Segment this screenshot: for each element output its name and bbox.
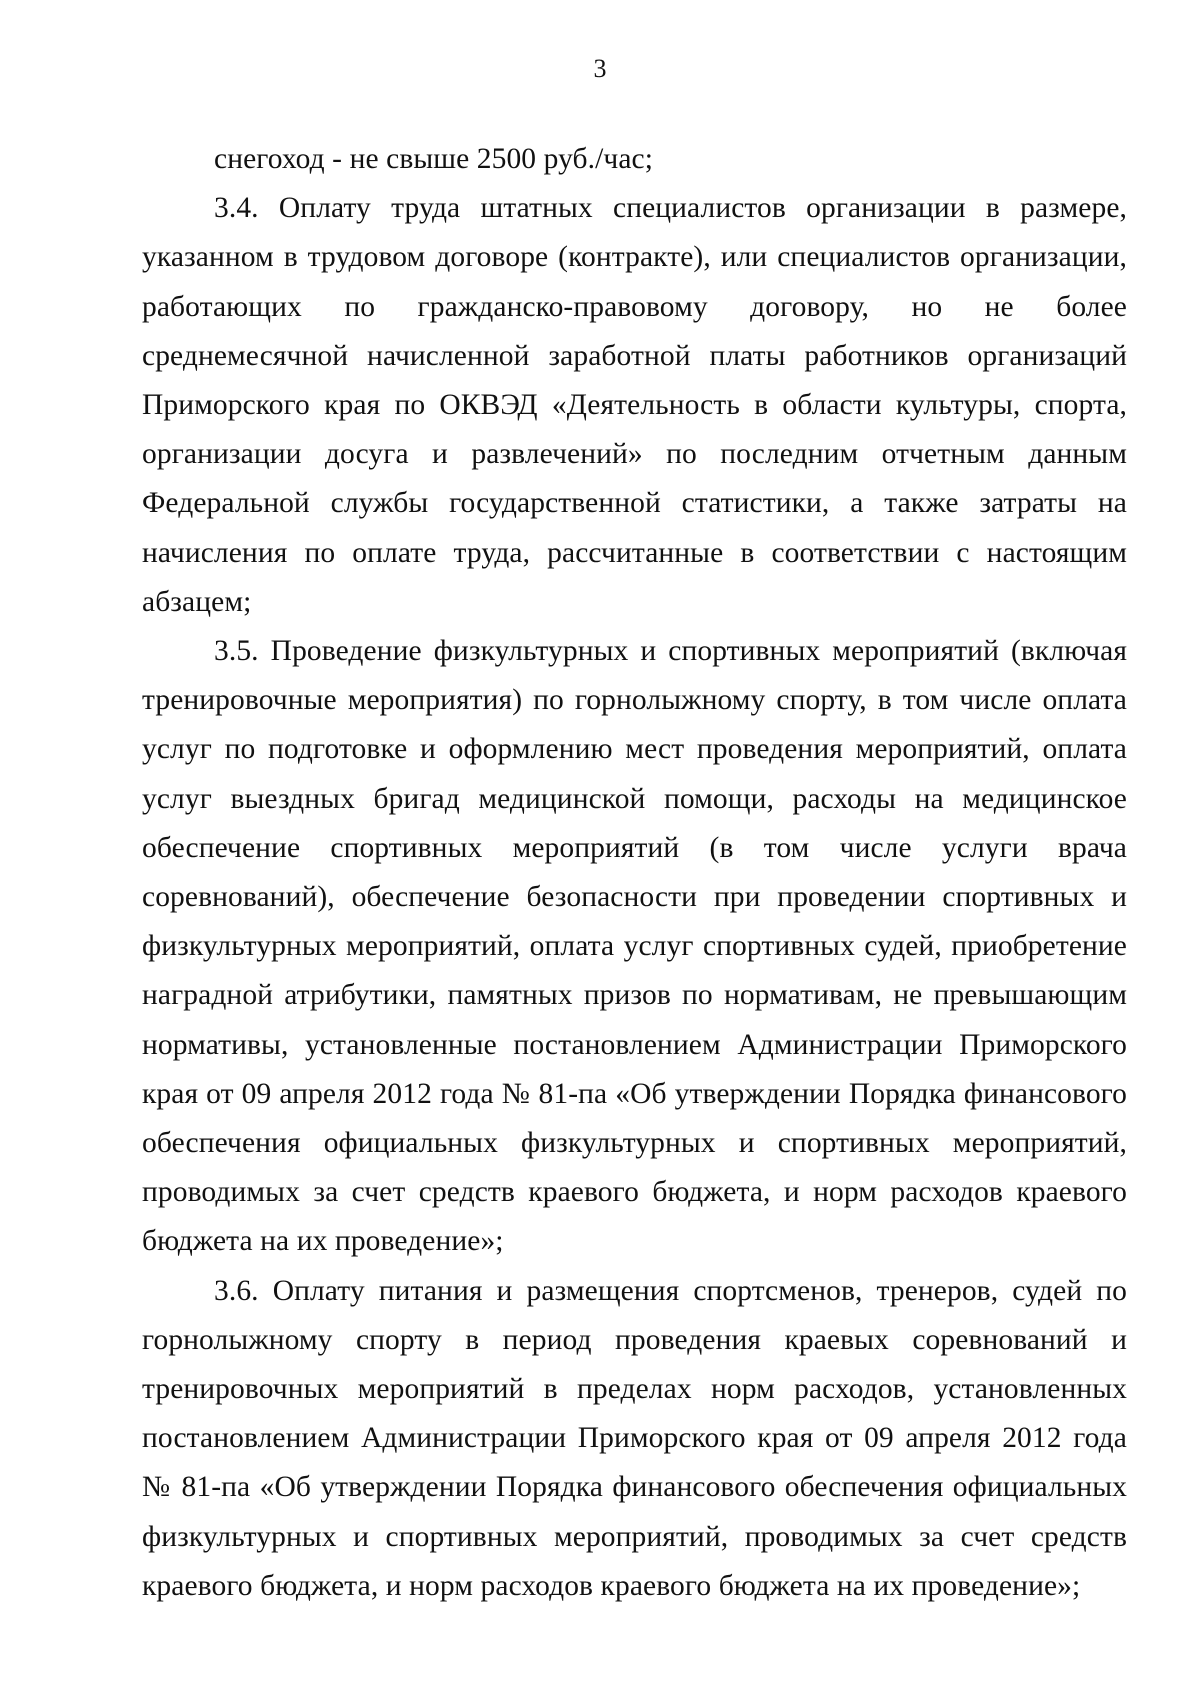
paragraph-snowmobile-rate: снегоход - не свыше 2500 руб./час; [214, 143, 654, 175]
page-number: 3 [593, 54, 607, 83]
paragraph-3-5: 3.5. Проведение физкультурных и спортивных мероприятий (включая тренировочные мероприятия) по горнолыжному спорту, в том числе оплата услуг по подготовке и оформлению мест проведения мероприятий, оплата услуг выездных бригад медицинской помощи, расходы на медицинское обеспечение спортивных мероприятий (в том числе услуги врача соревнований), обеспечение безопасности при проведении спортивных и физкультурных мероприятий, оплата услуг спортивных судей, приобретение наградной атрибутики, памятных призов по нормативам, не превышающим нормативы, установленные постановлением Администрации Приморского края от 09 апреля 2012 года № 81-па «Об утверждении Порядка финансового обеспечения официальных физкультурных и спортивных мероприятий, проводимых за счет средств краевого бюджета, и норм расходов краевого бюджета на их проведение»; [142, 635, 1127, 1258]
paragraph-3-6: 3.6. Оплату питания и размещения спортсменов, тренеров, судей по горнолыжному спорту в период проведения краевых соревнований и тренировочных мероприятий в пределах норм расходов, установленных постановлением Администрации Приморского края от 09 апреля 2012 года № 81-па «Об утверждении Порядка финансового обеспечения официальных физкультурных и спортивных мероприятий, проводимых за счет средств краевого бюджета, и норм расходов краевого бюджета на их проведение»; [142, 1274, 1127, 1602]
document-body [142, 135, 1127, 1611]
paragraph-3-4: 3.4. Оплату труда штатных специалистов организации в размере, указанном в трудовом договоре (контракте), или специалистов организации, работающих по гражданско-правовому договору, но не более среднемесячной начисленной заработной платы работников организаций Приморского края по ОКВЭД «Деятельность в области культуры, спорта, организации досуга и развлечений» по последним отчетным данным Федеральной службы государственной статистики, а также затраты на начисления по оплате труда, рассчитанные в соответствии с настоящим абзацем; [142, 192, 1127, 618]
